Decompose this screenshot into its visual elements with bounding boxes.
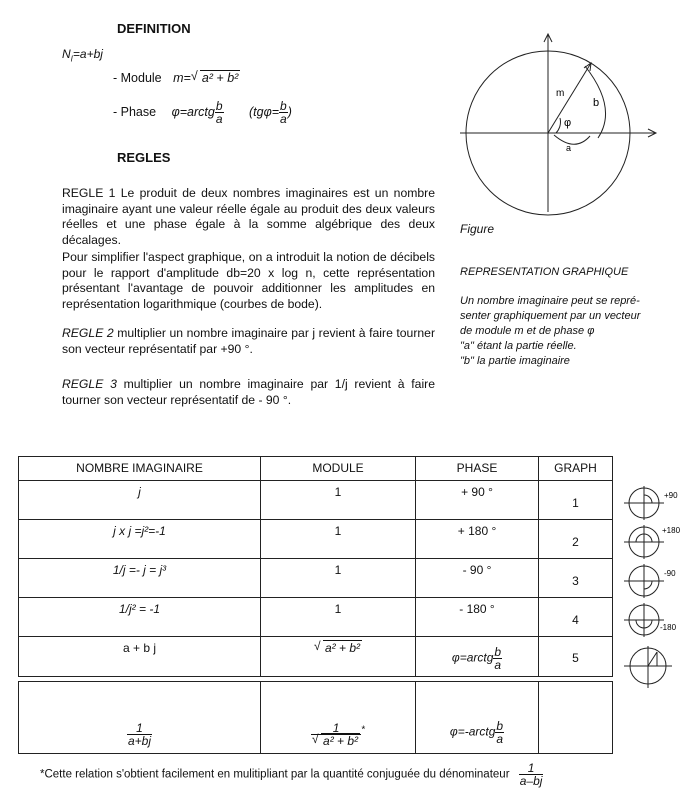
rep-title: REPRESENTATION GRAPHIQUE xyxy=(460,266,629,278)
table-row xyxy=(19,559,613,598)
cell-nombre xyxy=(19,682,261,754)
graph-icon-label-3: -90 xyxy=(664,569,676,578)
cell-graph: 4 xyxy=(539,598,613,637)
last-phase-frac xyxy=(495,720,504,745)
cell-nombre: 1/j² = -1 xyxy=(19,598,261,637)
graph-icon-vector xyxy=(624,646,672,688)
rep-line-1: Un nombre imaginaire peut se repré- xyxy=(460,295,640,307)
cell-phase xyxy=(416,682,539,754)
regle3-label: REGLE 3 xyxy=(62,377,117,391)
row5-phase-prefix: φ=arctg xyxy=(451,650,494,665)
last-nombre-frac xyxy=(127,722,152,747)
regle2-block xyxy=(62,326,435,357)
footnote-text: *Cette relation s'obtient facilement en mulitipliant par la quantité conjuguée du dénominateur xyxy=(40,768,510,781)
regle1-block xyxy=(62,186,435,312)
cell-phase xyxy=(416,637,539,677)
row5-phase-den: a xyxy=(494,657,502,672)
cell-graph: 5 xyxy=(539,637,613,677)
phase-expression xyxy=(171,99,224,126)
module-label: - Module xyxy=(113,71,162,85)
last-module-sqrt xyxy=(312,735,360,747)
last-module-radicand: a² + b² xyxy=(323,734,359,748)
tg-expression xyxy=(249,99,292,126)
header-graph: GRAPH xyxy=(539,457,613,481)
cell-graph: 3 xyxy=(539,559,613,598)
last-module-frac xyxy=(311,722,361,747)
rep-description xyxy=(460,294,680,369)
graph-icon-label-2: +180 xyxy=(662,526,681,535)
figure-label-a: a xyxy=(566,143,572,153)
cell-module: 1 xyxy=(261,559,416,598)
cell-nombre: j xyxy=(19,481,261,520)
regle2-label: REGLE 2 xyxy=(62,326,114,340)
module-definition xyxy=(113,71,240,85)
module-expression xyxy=(173,71,240,85)
table-row xyxy=(19,637,613,677)
cell-module: 1 xyxy=(261,598,416,637)
footnote-frac-num: 1 xyxy=(519,762,544,775)
phase-frac-num: b xyxy=(215,99,223,113)
table-row-last xyxy=(19,682,613,754)
figure-label-m: m xyxy=(556,88,565,99)
last-nombre-num: 1 xyxy=(127,722,152,735)
graph-icon-minus180 xyxy=(624,603,664,637)
last-phase-den: a xyxy=(496,732,504,746)
regles-heading: REGLES xyxy=(117,150,171,165)
phase-label: - Phase xyxy=(113,104,157,119)
cell-graph: 2 xyxy=(539,520,613,559)
cell-graph: 1 xyxy=(539,481,613,520)
tg-open: (tgφ= xyxy=(249,104,280,119)
regle1-text: REGLE 1 Le produit de deux nombres imaginaires est un nombre imaginaire ayant une valeur réelle égale au produit des deux valeurs réelles et une phase égale à la somme algébrique des deux décalages. xyxy=(62,186,435,247)
definition-equation xyxy=(62,47,103,63)
definition-heading: DEFINITION xyxy=(117,21,191,36)
rep-line-3: de module m et de phase φ xyxy=(460,325,595,337)
regle1-para2: Pour simplifier l'aspect graphique, on a introduit la notion de décibels pour le rapport d'amplitude db=20 x log n, cette représentation présentant l'avantage de pouvoir additionner les amplitudes en représentation logarithmique (courbes de bode). xyxy=(62,250,435,311)
cell-phase: - 90 ° xyxy=(416,559,539,598)
header-module: MODULE xyxy=(261,457,416,481)
cell-module: 1 xyxy=(261,520,416,559)
cell-phase: - 180 ° xyxy=(416,598,539,637)
header-nombre: NOMBRE IMAGINAIRE xyxy=(19,457,261,481)
rep-line-4: "a" étant la partie réelle. xyxy=(460,340,577,352)
module-expr-m: m= xyxy=(173,71,191,85)
last-phase-num: b xyxy=(496,719,504,733)
equation-rhs: =a+bj xyxy=(72,47,103,61)
figure-phi-arc xyxy=(556,118,560,133)
cell-phase: + 90 ° xyxy=(416,481,539,520)
cell-module: 1 xyxy=(261,481,416,520)
last-nombre-den: a+bj xyxy=(127,734,152,748)
table-header-row xyxy=(19,457,613,481)
rep-line-5: "b" la partie imaginaire xyxy=(460,355,570,367)
last-module-den xyxy=(311,735,361,747)
figure-label-b: b xyxy=(593,97,600,109)
figure-label-phi: φ xyxy=(564,117,572,129)
table-row xyxy=(19,481,613,520)
row5-radicand: a² + b² xyxy=(324,641,360,655)
cell-module xyxy=(261,637,416,677)
cell-module xyxy=(261,682,416,754)
footnote-frac-den: a–bj xyxy=(519,774,543,788)
row5-sqrt xyxy=(314,641,362,655)
header-phase: PHASE xyxy=(416,457,539,481)
cell-nombre: j x j =j²=-1 xyxy=(19,520,261,559)
phase-frac-den: a xyxy=(215,112,223,126)
phase-fraction xyxy=(215,100,224,125)
imaginary-table xyxy=(18,456,613,754)
last-phase-prefix: φ=-arctg xyxy=(449,724,496,739)
phase-definition xyxy=(113,100,292,125)
table-row xyxy=(19,598,613,637)
cell-graph xyxy=(539,682,613,754)
module-radicand: a² + b² xyxy=(201,71,239,85)
graph-icon-plus180 xyxy=(624,525,664,559)
last-module-num: 1 xyxy=(311,722,361,735)
tg-fraction xyxy=(279,100,288,125)
regle3-block xyxy=(62,377,435,408)
figure-caption: Figure xyxy=(460,222,495,236)
graph-icons xyxy=(624,484,694,694)
figure-a-arc xyxy=(554,135,590,144)
equation-lhs: N xyxy=(62,47,71,61)
module-sqrt xyxy=(191,71,240,85)
row5-phase-frac xyxy=(493,646,502,671)
row5-phase-num: b xyxy=(494,644,502,659)
graph-icon-minus90 xyxy=(624,564,664,598)
tg-frac-den: a xyxy=(280,112,287,126)
vector-figure xyxy=(460,28,660,218)
tg-frac-num: b xyxy=(280,99,287,113)
phase-expr-prefix: φ=arctg xyxy=(171,104,215,119)
cell-phase: + 180 ° xyxy=(416,520,539,559)
equation-sub: I xyxy=(70,54,73,64)
last-module-star: * xyxy=(361,724,365,736)
regle3-text: multiplier un nombre imaginaire par 1/j revient à faire tourner son vecteur représentatif de - 90 °. xyxy=(62,377,435,407)
graph-icon-plus90 xyxy=(624,486,664,520)
cell-nombre: a + b j xyxy=(19,637,261,677)
graph-icon-label-1: +90 xyxy=(664,491,678,500)
footnote xyxy=(40,762,543,787)
table-row xyxy=(19,520,613,559)
graph-icon-label-4: -180 xyxy=(660,623,677,632)
regle2-text: multiplier un nombre imaginaire par j revient à faire tourner son vecteur représentatif par +90 °. xyxy=(62,326,436,356)
tg-close: ) xyxy=(287,104,292,119)
cell-nombre: 1/j =- j = j³ xyxy=(19,559,261,598)
rep-line-2: senter graphiquement par un vecteur xyxy=(460,310,641,322)
footnote-fraction xyxy=(519,762,544,787)
